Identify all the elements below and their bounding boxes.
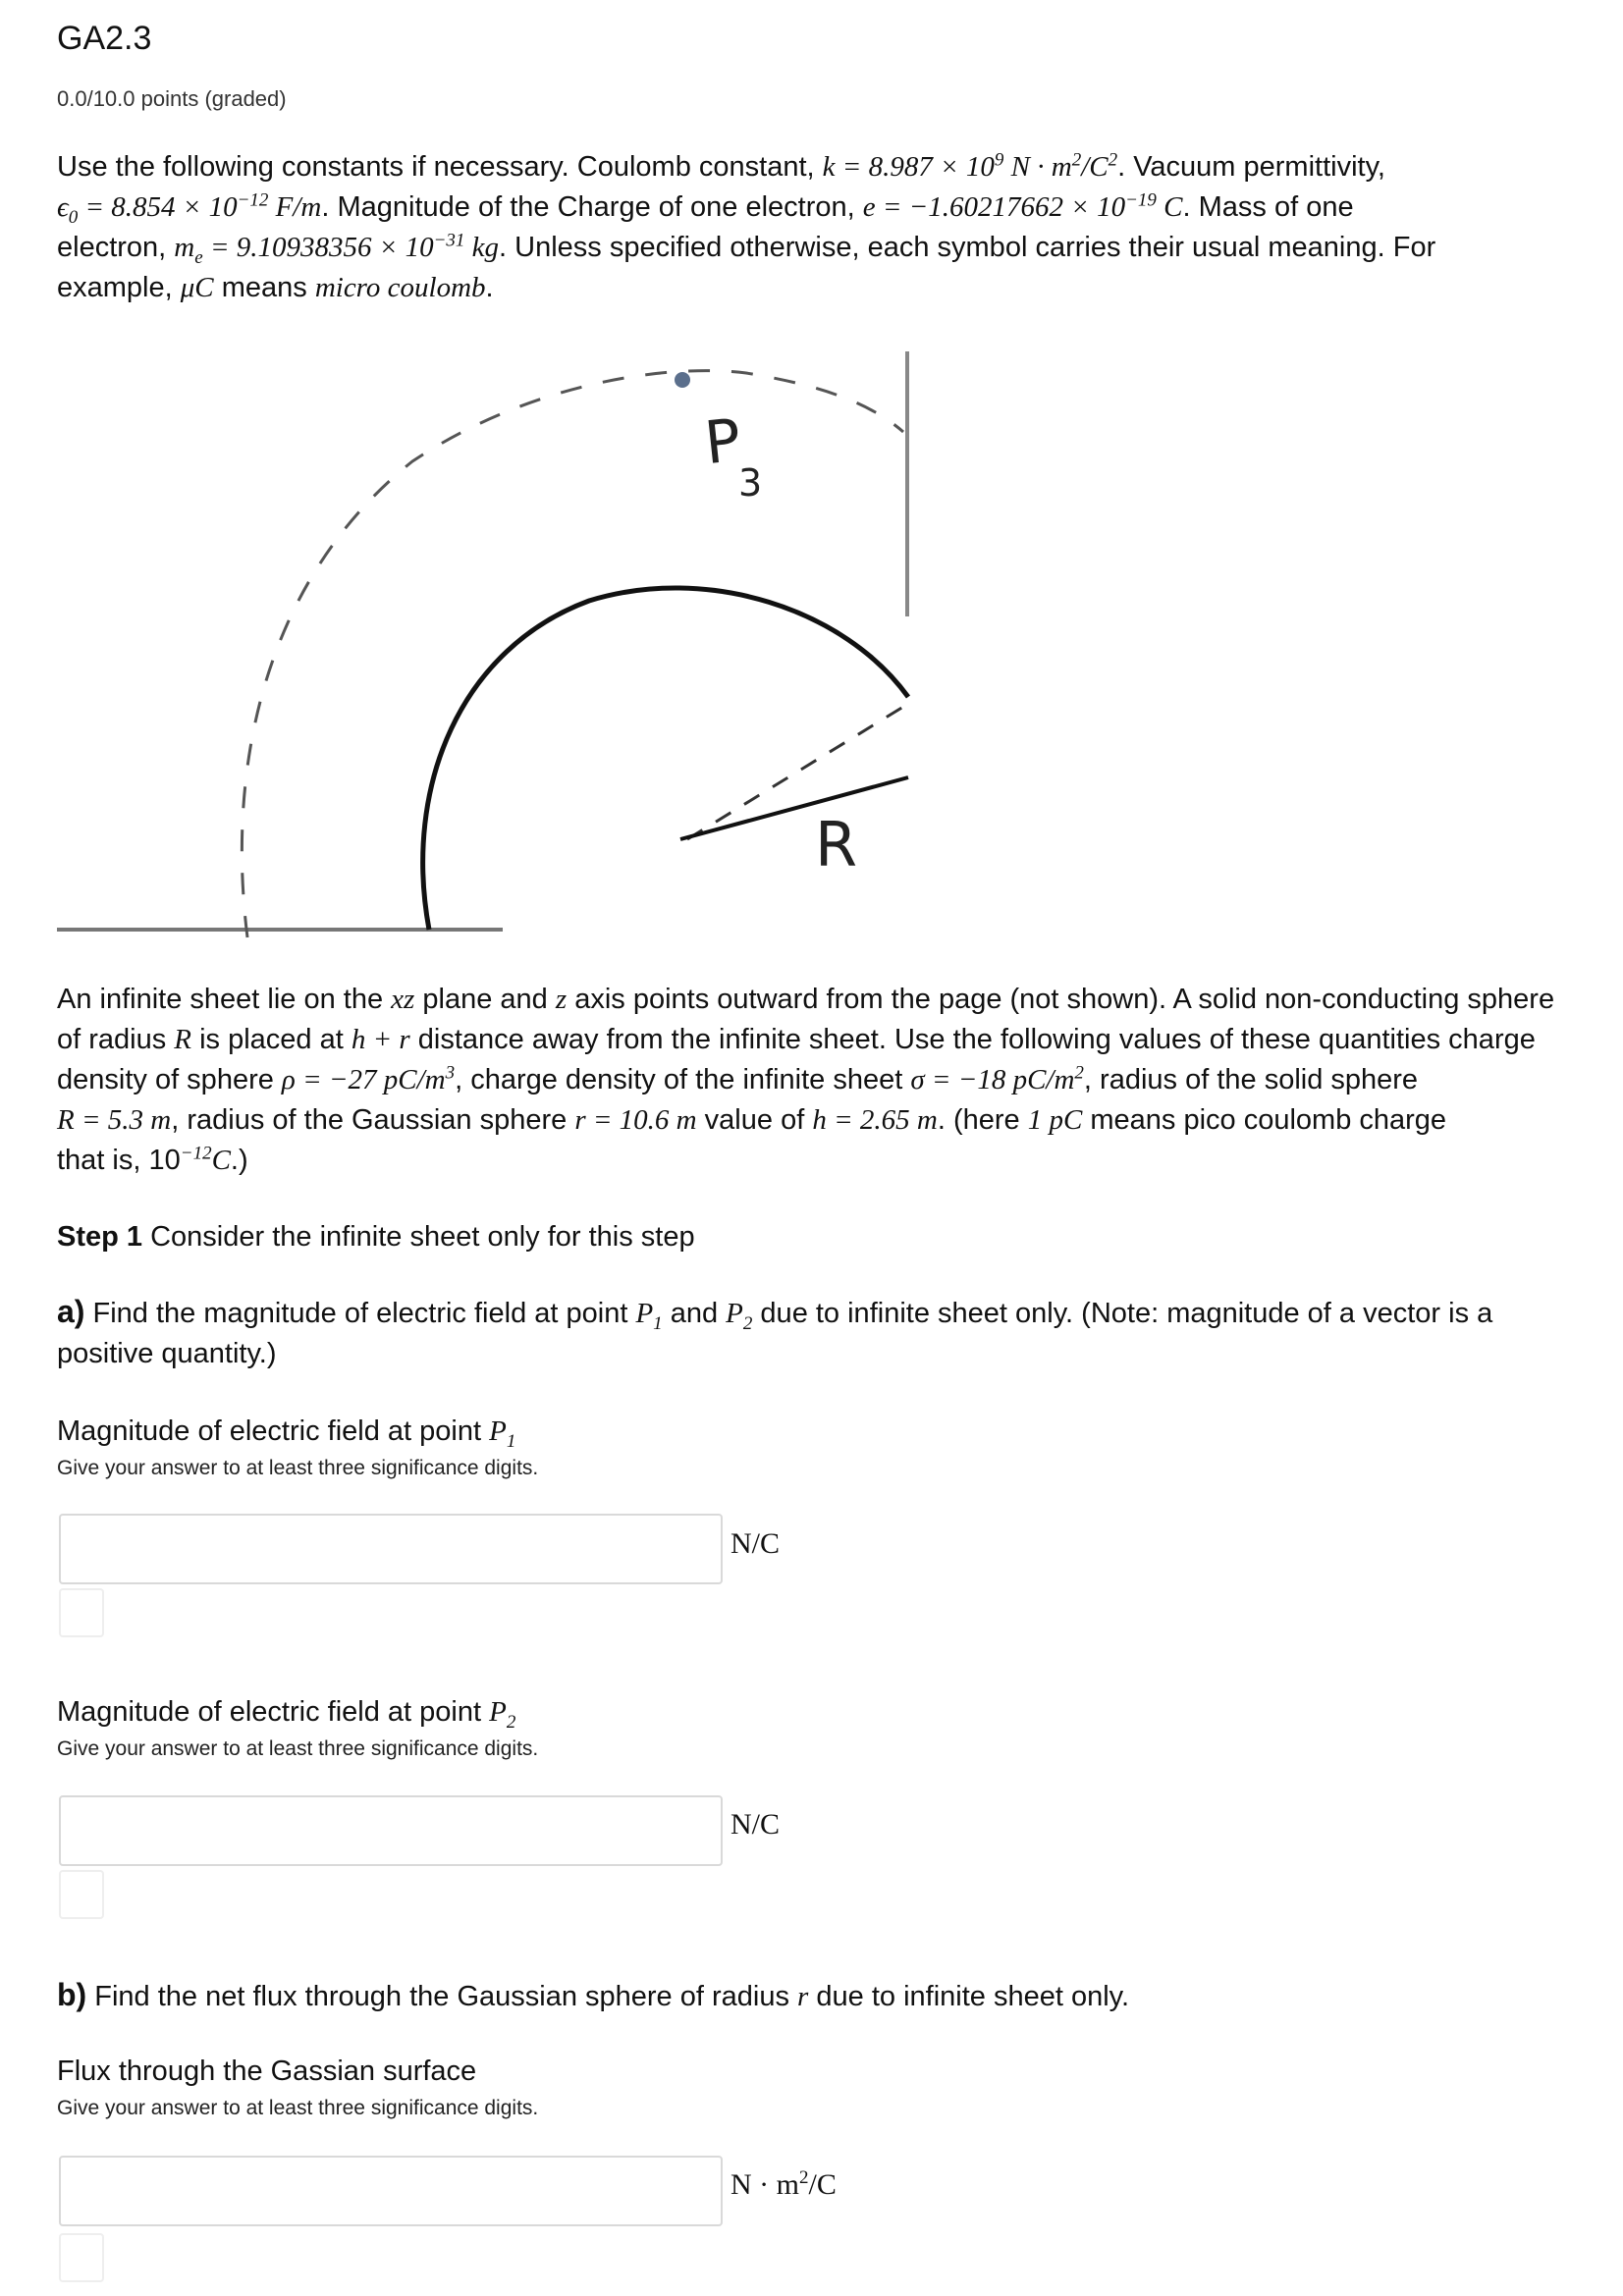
part-a-question: a) Find the magnitude of electric field at point $P_1$ and $P_2$ due to infinite sheet only. (Note: magnitude of a vector is a positive quantity.)	[57, 1294, 1493, 1369]
p3-subscript: 3	[738, 461, 763, 505]
r-label: R	[815, 809, 858, 881]
step1-heading: Step 1 Consider the infinite sheet only for this step	[57, 1221, 695, 1253]
p3-label: P	[701, 405, 744, 479]
q3-answer-input[interactable]	[59, 2156, 723, 2226]
q3-hint: Give your answer to at least three significance digits.	[57, 2097, 539, 2119]
q2-hint: Give your answer to at least three significance digits.	[57, 1737, 539, 1760]
problem-paragraph: An infinite sheet lie on the xz plane and z axis points outward from the page (not shown). A solid non-conducting sphere of radius R is placed at h + r distance away from the infinite sheet. Use the following values of these quantities charge density of sphere ρ = −27 $pC/m^3$, charge density of the infinite sheet σ = −18 $pC/m^2$, radius of the solid sphere R = 5.3 m, radius of the Gaussian sphere r = 10.6 m value of h = 2.65 m. (here 1 pC means pico coulomb charge that is, $10^{-12}C$.)	[57, 984, 1555, 1176]
q1-label: Magnitude of electric field at point $P_1$	[57, 1415, 516, 1452]
q2-unit: N/C	[730, 1808, 781, 1841]
radius-solid-line	[680, 777, 908, 839]
q3-feedback-box	[59, 2233, 104, 2282]
marker-dot	[675, 372, 690, 388]
constants-paragraph: Use the following constants if necessary. Coulomb constant, $k = 8.987 \times 10^9$ $N \cdot m^2/C^2$. Vacuum permittivity, $\epsilon_0 = 8.854 \times 10^{-12}$ F/m. Magnitude of the Charge of one electron, $e = -1.60217662 \times 10^{-19}$ C. Mass of one electron, $m_e = 9.10938356 \times 10^{-31}$ kg. Unless specified otherwise, each symbol carries their usual meaning. For example, μC means micro coulomb.	[57, 149, 1436, 303]
q1-answer-input[interactable]	[59, 1514, 723, 1584]
problem-title: GA2.3	[57, 20, 152, 57]
q2-feedback-box	[59, 1870, 104, 1919]
q1-hint: Give your answer to at least three significance digits.	[57, 1457, 539, 1479]
q2-label: Magnitude of electric field at point $P_2$	[57, 1696, 516, 1733]
part-b-question: b) Find the net flux through the Gaussian sphere of radius r due to infinite sheet only.	[57, 1977, 1130, 2012]
radius-dashed-line	[687, 707, 903, 839]
q3-label: Flux through the Gassian surface	[57, 2056, 477, 2087]
q3-unit: $N \cdot m^2/C$	[730, 2167, 837, 2201]
problem-figure	[0, 344, 1623, 952]
q2-answer-input[interactable]	[59, 1795, 723, 1866]
q1-unit: N/C	[730, 1527, 781, 1560]
q1-feedback-box	[59, 1588, 104, 1637]
points-status: 0.0/10.0 points (graded)	[57, 86, 287, 111]
gaussian-sphere-arc	[242, 371, 903, 937]
